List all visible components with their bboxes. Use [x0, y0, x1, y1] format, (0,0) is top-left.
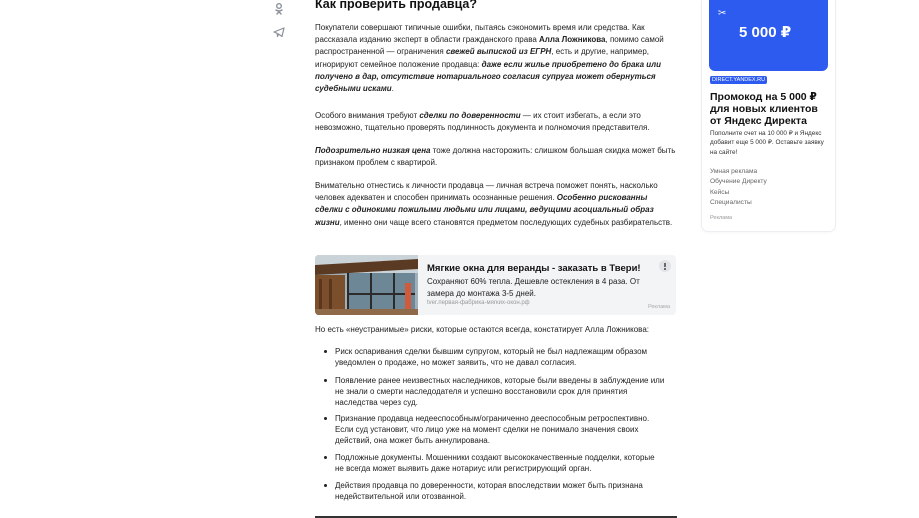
ad-domain[interactable]: DIRECT.YANDEX.RU — [712, 77, 766, 83]
side-ad-title[interactable]: Промокод на 5 000 ₽ для новых клиентов от Яндекс Директа — [710, 91, 818, 128]
side-ad-links — [710, 167, 830, 209]
share-rail — [272, 0, 286, 48]
paragraph-low-price: Подозрительно низкая цена тоже должна насторожить: слишком большая скидка может быть признаком проблем с квартирой. — [315, 146, 676, 168]
odnoklassniki-icon[interactable] — [272, 2, 286, 16]
ad-label: Реклама — [710, 215, 733, 221]
native-ad[interactable] — [315, 255, 676, 315]
scissors-icon: ✂ — [718, 8, 727, 19]
paragraph-proxy-deals: Особого внимания требуют сделки по доверенности — их стоит избегать, а если это невозможно, тщательно проверять подлинность документа и полномочия представителя. — [315, 111, 650, 133]
side-ad-link[interactable]: Обучение Директу — [710, 178, 767, 186]
native-ad-title[interactable]: Мягкие окна для веранды - заказать в Твери! — [427, 263, 641, 274]
ad-banner[interactable] — [709, 0, 828, 71]
ad-label: Реклама — [647, 304, 670, 310]
list-item: Признание продавца недееспособным/ограниченно дееспособным ретроспективно. Если суд установит, что лицо уже на момент сделки не понимало значения своих действий, она может быть аннулирована. — [335, 413, 665, 447]
paragraph-unavoidable-risks: Но есть «неустранимые» риски, которые остаются всегда, констатирует Алла Ложникова: — [315, 325, 649, 334]
veranda-image — [315, 255, 418, 315]
list-item: Подложные документы. Мошенники создают высококачественные подделки, которые не всегда может выявить даже нотариус или регистрирующий орган. — [335, 452, 665, 474]
list-item: Риск оспаривания сделки бывшим супругом, который не был надлежащим образом уведомлен о продаже, но может заявить, что не давал согласия. — [335, 346, 665, 368]
more-vertical-icon[interactable] — [659, 260, 671, 272]
paragraph-seller-personality: Внимательно отнестись к личности продавца — личная встреча поможет понять, насколько человек адекватен и способен принимать осознанные решения. Особенно рискованны сделки с одинокими пожилыми людьми или лицами, ведущими асоциальный образ жизни, именно они чаще всего становятся предметом последующих судебных разбирательств. — [315, 181, 673, 227]
list-item: Появление ранее неизвестных наследников, которые были введены в заблуждение или не знали о смерти наследодателя и успешно восстановили срок для принятия наследства через суд. — [335, 375, 665, 409]
side-ad[interactable] — [702, 0, 835, 231]
promo-amount: 5 000 ₽ — [739, 24, 792, 41]
paragraph-intro: Покупатели совершают типичные ошибки, пытаясь сэкономить время или средства. Как рассказала изданию эксперт в области гражданского права Алла Ложникова, помимо самой распространенной — ограничения свежей выпиской из ЕГРН, есть и другие, например, игнорируют семейное положение продавца: даже если жилье приобретено до брака или получено в дар, отсутствие нотариального согласия супруга может обернуться судебными исками. — [315, 23, 664, 94]
native-ad-text: Сохраняют 60% тепла. Дешевле остекления в 4 раза. От замера до монтажа 3-5 дней. — [427, 277, 640, 298]
side-ad-link[interactable]: Умная реклама — [710, 168, 758, 175]
side-ad-text: Пополните счет на 10 000 ₽ и Яндекс добавит еще 5 000 ₽. Оставьте заявку на сайте! — [710, 130, 824, 156]
section-heading: Как проверить продавца? — [315, 0, 478, 11]
side-ad-link[interactable]: Специалисты — [710, 199, 752, 207]
list-item: Действия продавца по доверенности, которая впоследствии может быть признана недействительной или отозванной. — [335, 480, 665, 502]
telegram-icon[interactable] — [272, 25, 286, 39]
side-ad-link[interactable]: Кейсы — [710, 188, 730, 196]
native-ad-url[interactable]: tver.первая-фабрика-мягких-окон.рф — [427, 300, 530, 306]
